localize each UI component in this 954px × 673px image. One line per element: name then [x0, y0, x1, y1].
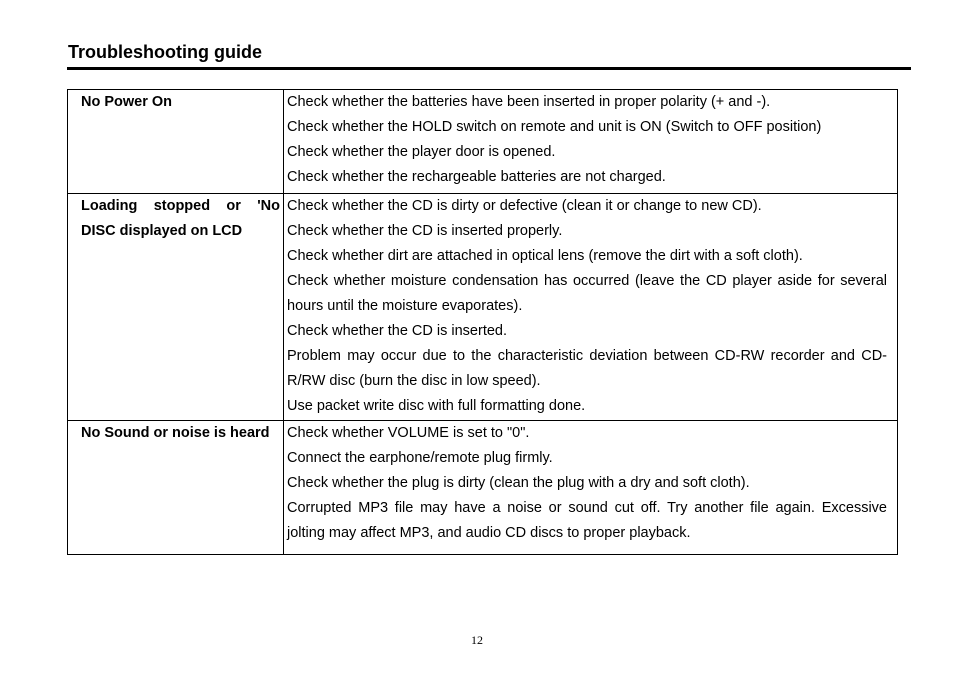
- solution-line: Corrupted MP3 file may have a noise or sound cut off. Try another file again. Excessive jolting may affect MP3, and audio CD discs to proper playback.: [287, 500, 887, 541]
- problem-cell: [68, 194, 284, 421]
- solution-line: Check whether the HOLD switch on remote and unit is ON (Switch to OFF position): [287, 119, 822, 135]
- page-number: 12: [471, 633, 483, 647]
- page-title: Troubleshooting guide: [68, 42, 262, 62]
- table-row: [68, 194, 898, 421]
- solutions-cell: [284, 194, 898, 421]
- solution-line: Check whether dirt are attached in optical lens (remove the dirt with a soft cloth).: [287, 248, 803, 264]
- solution-line: Check whether the rechargeable batteries are not charged.: [287, 169, 666, 185]
- solution-line: Check whether the CD is dirty or defective (clean it or change to new CD).: [287, 198, 762, 214]
- solution-line: Check whether VOLUME is set to "0".: [287, 425, 530, 441]
- table-row: [68, 90, 898, 194]
- solutions-cell: [284, 421, 898, 555]
- solution-line: Check whether the CD is inserted properly.: [287, 223, 563, 239]
- problem-label: No Power On: [81, 94, 173, 110]
- solution-line: Check whether moisture condensation has occurred (leave the CD player aside for several hours until the moisture evaporates).: [287, 273, 887, 314]
- table-row: [68, 421, 898, 555]
- solutions-cell: [284, 90, 898, 194]
- problem-cell: [68, 421, 284, 555]
- solution-line: Use packet write disc with full formatting done.: [287, 398, 586, 414]
- solution-line: Check whether the CD is inserted.: [287, 323, 508, 339]
- solution-line: Connect the earphone/remote plug firmly.: [287, 450, 553, 466]
- troubleshooting-table: [67, 89, 898, 555]
- problem-cell: [68, 90, 284, 194]
- solution-line: Check whether the batteries have been inserted in proper polarity (+ and -).: [287, 94, 771, 110]
- solution-line: Check whether the player door is opened.: [287, 144, 556, 160]
- solution-line: Check whether the plug is dirty (clean the plug with a dry and soft cloth).: [287, 475, 750, 491]
- title-divider: [67, 67, 911, 70]
- problem-label: Loading stopped or 'No DISC displayed on LCD: [81, 198, 280, 239]
- problem-label: No Sound or noise is heard: [81, 425, 270, 441]
- solution-line: Problem may occur due to the characteristic deviation between CD-RW recorder and CD-R/RW disc (burn the disc in low speed).: [287, 348, 887, 389]
